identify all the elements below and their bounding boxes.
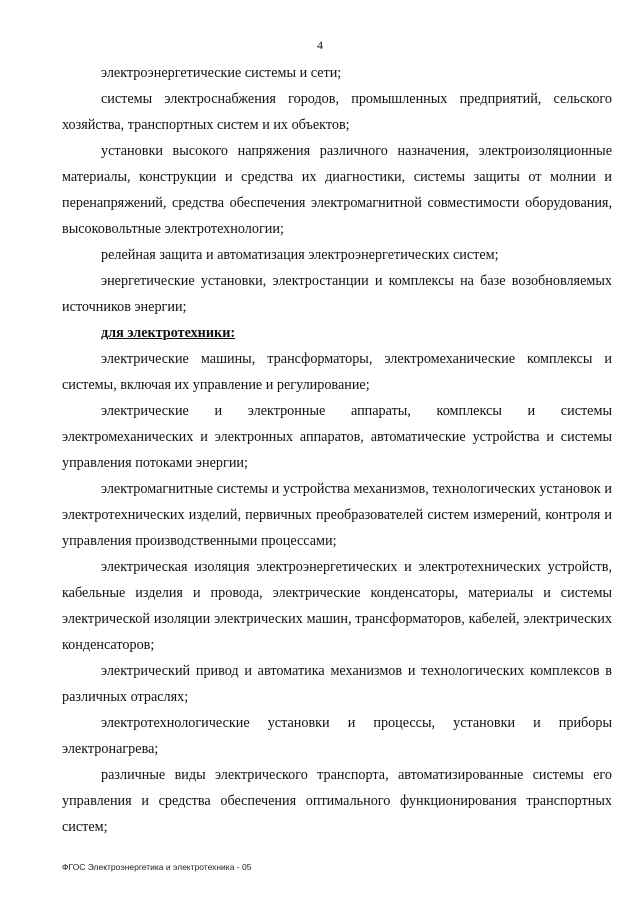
list-item: системы электроснабжения городов, промышленных предприятий, сельского хозяйства, транспортных систем и их объектов; [62, 91, 612, 133]
list-item: электроэнергетические системы и сети; [101, 65, 342, 81]
list-item: электрическая изоляция электроэнергетических и электротехнических устройств, кабельные изделия и провода, электрические конденсаторы, материалы и системы электрической изоляции электрических машин, трансформаторов, кабелей, электрических конденсаторов; [62, 559, 612, 653]
list-item: электромагнитные системы и устройства механизмов, технологических установок и электротехнических изделий, первичных преобразователей систем измерений, контроля и управления производственными процессами; [62, 481, 612, 549]
list-item: электротехнологические установки и процессы, установки и приборы электронагрева; [62, 715, 612, 757]
list-item: электрический привод и автоматика механизмов и технологических комплексов в различных отраслях; [62, 663, 612, 705]
list-item: релейная защита и автоматизация электроэнергетических систем; [101, 247, 499, 263]
page-footer: ФГОС Электроэнергетика и электротехника - 05 [62, 862, 252, 872]
document-body [62, 60, 612, 840]
list-item: установки высокого напряжения различного назначения, электроизоляционные материалы, конструкции и средства их диагностики, системы защиты от молнии и перенапряжений, средства обеспечения электромагнитной совместимости оборудования, высоковольтные электротехнологии; [62, 143, 612, 237]
list-item: энергетические установки, электростанции и комплексы на базе возобновляемых источников энергии; [62, 273, 612, 315]
list-item: различные виды электрического транспорта, автоматизированные системы его управления и средства обеспечения оптимального функционирования транспортных систем; [62, 767, 612, 835]
page-number: 4 [317, 38, 323, 52]
section-heading: для электротехники: [101, 325, 236, 341]
list-item: электрические машины, трансформаторы, электромеханические комплексы и системы, включая их управление и регулирование; [62, 351, 612, 393]
list-item: электрические и электронные аппараты, комплексы и системы электромеханических и электронных аппаратов, автоматические устройства и системы управления потоками энергии; [62, 403, 612, 471]
